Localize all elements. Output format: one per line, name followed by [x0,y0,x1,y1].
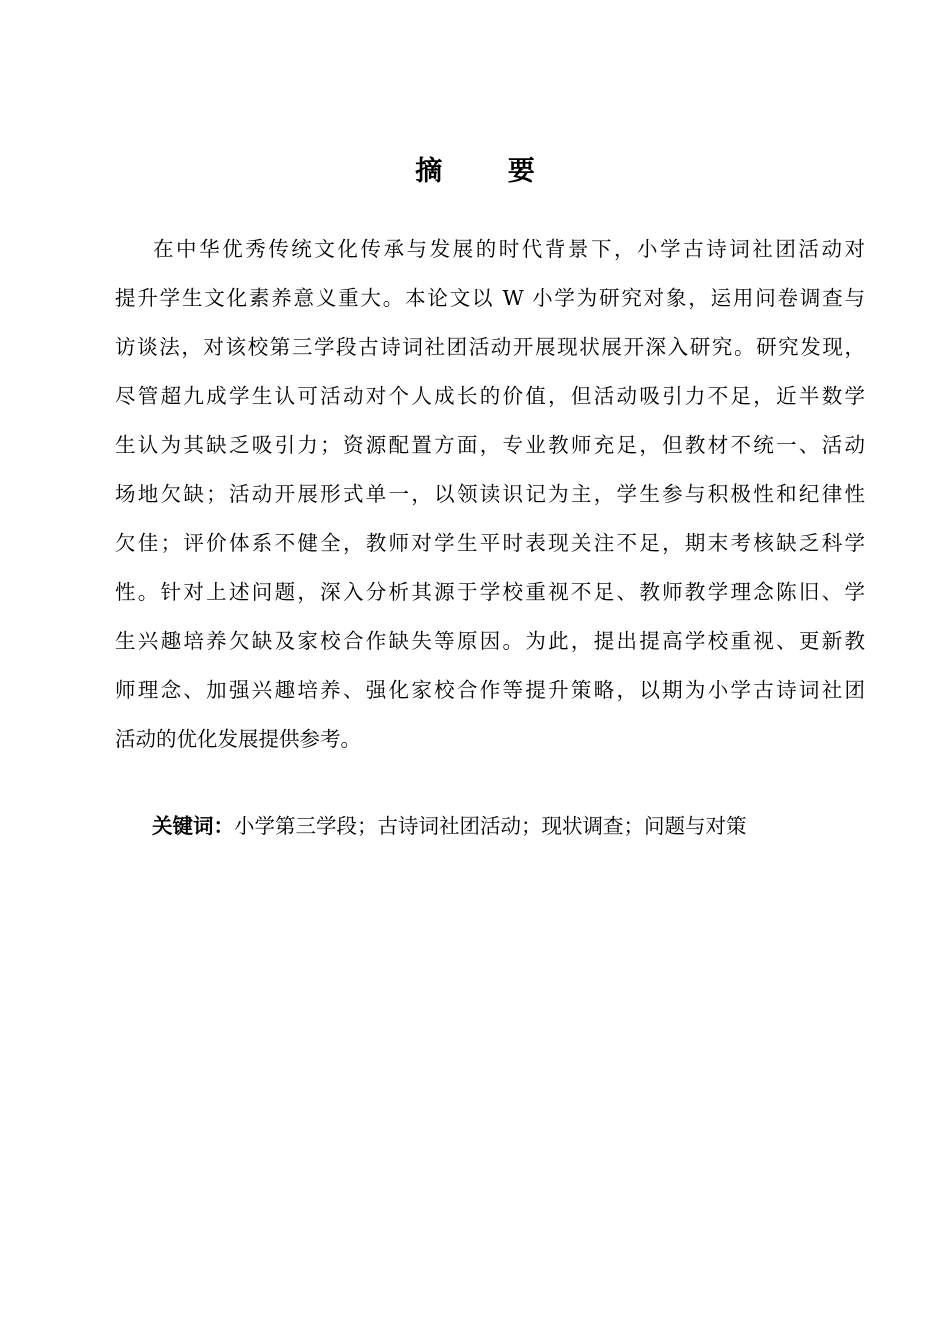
keywords-label: 关键词： [152,814,234,838]
abstract-title: 摘 要 [415,156,563,187]
abstract-line: 欠佳；评价体系不健全，教师对学生平时表现关注不足，期末考核缺乏科学 [115,531,865,555]
keywords-text: 小学第三学段；古诗词社团活动；现状调查；问题与对策 [234,814,747,838]
abstract-line: 师理念、加强兴趣培养、强化家校合作等提升策略，以期为小学古诗词社团 [115,678,865,702]
abstract-line: 在中华优秀传统文化传承与发展的时代背景下，小学古诗词社团活动对 [153,237,865,261]
abstract-line: 尽管超九成学生认可活动对个人成长的价值，但活动吸引力不足，近半数学 [115,384,865,408]
abstract-body [115,225,865,764]
keywords-line [152,808,747,844]
abstract-line: 生兴趣培养欠缺及家校合作缺失等原因。为此，提出提高学校重视、更新教 [115,629,865,653]
abstract-line: 生认为其缺乏吸引力；资源配置方面，专业教师充足，但教材不统一、活动 [115,433,865,457]
abstract-line: 性。针对上述问题，深入分析其源于学校重视不足、教师教学理念陈旧、学 [115,580,865,604]
abstract-line: 活动的优化发展提供参考。 [115,727,361,751]
abstract-line: 访谈法，对该校第三学段古诗词社团活动开展现状展开深入研究。研究发现， [115,335,865,359]
abstract-line: 提升学生文化素养意义重大。本论文以 W 小学为研究对象，运用问卷调查与 [115,286,865,310]
abstract-line: 场地欠缺；活动开展形式单一，以领读识记为主，学生参与积极性和纪律性 [115,482,865,506]
